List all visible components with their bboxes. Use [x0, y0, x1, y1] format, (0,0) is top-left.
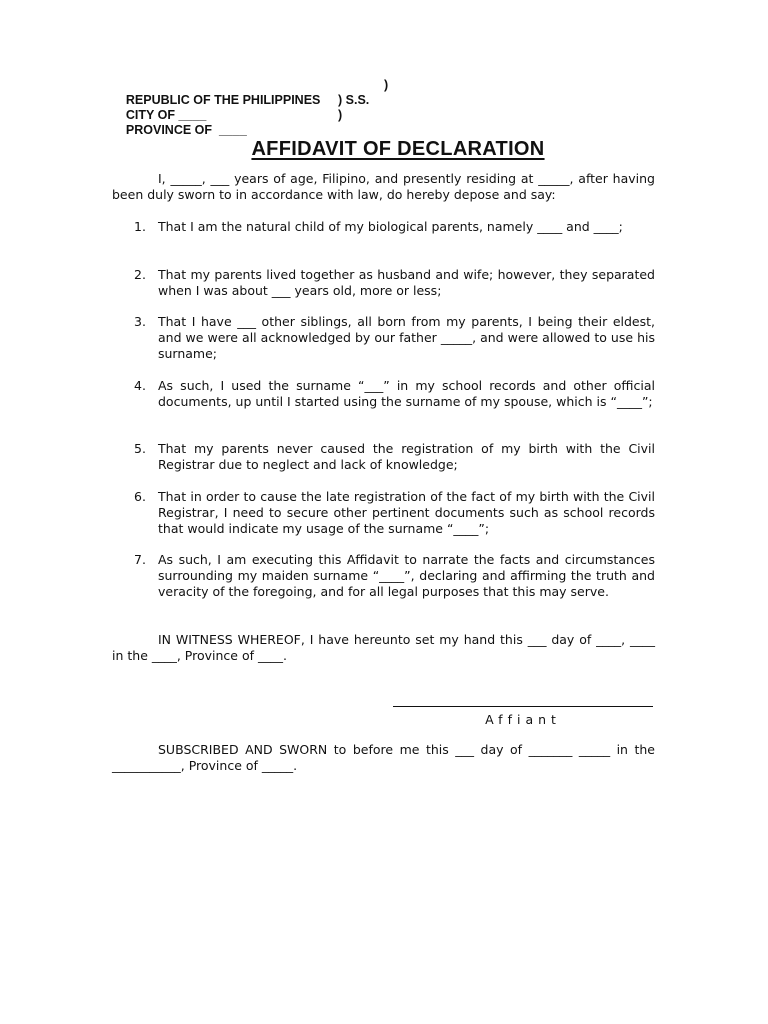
item-number: 3.	[134, 314, 146, 329]
item-text: As such, I am executing this Affidavit to narrate the facts and circumstances surrounding my maiden surname “____”, declaring and affirming the truth and veracity of the foregoing, and for all legal purposes that this may serve.	[158, 552, 655, 599]
intro-text: I, _____, ___ years of age, Filipino, and presently residing at _____, after having been duly sworn to in accordance with law, do hereby depose and say:	[112, 171, 655, 202]
item-text: That I am the natural child of my biological parents, namely ____ and ____;	[158, 219, 623, 234]
header-republic-text: REPUBLIC OF THE PHILIPPINES	[125, 93, 321, 107]
list-item-1	[112, 219, 655, 235]
header-city-text: CITY OF ____	[125, 108, 207, 122]
list-item-6	[112, 489, 655, 537]
header-province-text: PROVINCE OF ____	[125, 123, 247, 137]
subscribed-paragraph	[112, 742, 655, 774]
document-title: AFFIDAVIT OF DECLARATION	[251, 138, 545, 160]
list-item-7	[112, 552, 655, 600]
item-text: That I have ___ other siblings, all born from my parents, I being their eldest, and we were all acknowledged by our father _____, and were allowed to use his surname;	[158, 314, 655, 361]
item-number: 5.	[134, 441, 146, 456]
header-province-bracket: )	[338, 108, 343, 122]
witness-paragraph	[112, 632, 655, 664]
list-item-2	[112, 267, 655, 299]
item-number: 1.	[134, 219, 146, 234]
list-item-4	[112, 378, 655, 410]
item-number: 6.	[134, 489, 146, 504]
item-text: That my parents lived together as husband and wife; however, they separated when I was about ___ years old, more or less;	[158, 267, 655, 298]
subscribed-text: SUBSCRIBED AND SWORN to before me this ___ day of _______ _____ in the ___________, Province of _____.	[112, 742, 655, 773]
header-republic-bracket: )	[384, 78, 389, 92]
affiant-label: Affiant	[485, 712, 561, 727]
item-number: 7.	[134, 552, 146, 567]
item-text: That in order to cause the late registration of the fact of my birth with the Civil Registrar, I need to secure other pertinent documents such as school records that would indicate my usage of the surname “____”;	[158, 489, 655, 536]
signature-line	[393, 706, 653, 707]
list-item-3	[112, 314, 655, 362]
item-number: 2.	[134, 267, 146, 282]
item-text: As such, I used the surname “___” in my school records and other official documents, up until I started using the surname of my spouse, which is “____”;	[158, 378, 655, 409]
item-text: That my parents never caused the registration of my birth with the Civil Registrar due to neglect and lack of knowledge;	[158, 441, 655, 472]
header-city-bracket: ) S.S.	[338, 93, 370, 107]
list-item-5	[112, 441, 655, 473]
witness-text: IN WITNESS WHEREOF, I have hereunto set my hand this ___ day of ____, ____ in the ____, Province of ____.	[112, 632, 655, 663]
item-number: 4.	[134, 378, 146, 393]
intro-paragraph	[112, 171, 655, 203]
